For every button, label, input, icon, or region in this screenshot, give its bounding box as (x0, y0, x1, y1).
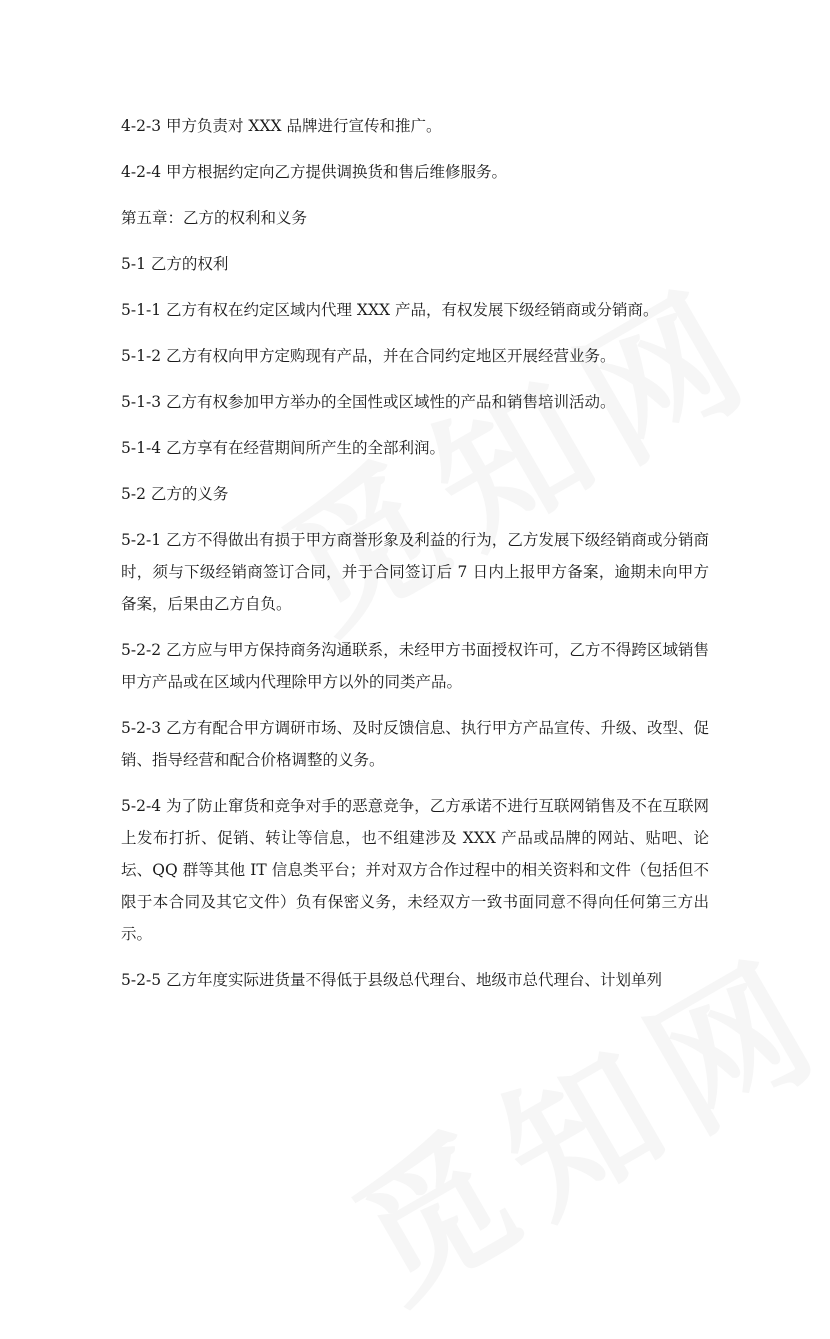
clause-5-2-1: 5-2-1 乙方不得做出有损于甲方商誉形象及利益的行为，乙方发展下级经销商或分销商时，须与下级经销商签订合同，并于合同签订后 7 日内上报甲方备案，逾期未向甲方备案，后果由乙方自负。 (121, 531, 709, 613)
clause-5-2-5: 5-2-5 乙方年度实际进货量不得低于县级总代理台、地级市总代理台、计划单列 (121, 971, 662, 989)
section-5-2-heading: 5-2 乙方的义务 (121, 485, 229, 503)
clause-5-1-4: 5-1-4 乙方享有在经营期间所产生的全部利润。 (121, 439, 445, 457)
clause-5-1-1: 5-1-1 乙方有权在约定区域内代理 XXX 产品，有权发展下级经销商或分销商。 (121, 301, 659, 319)
clause-4-2-3: 4-2-3 甲方负责对 XXX 品牌进行宣传和推广。 (121, 117, 442, 135)
chapter-5-heading: 第五章：乙方的权利和义务 (121, 209, 308, 227)
section-5-1-heading: 5-1 乙方的权利 (121, 255, 229, 273)
clause-5-1-2: 5-1-2 乙方有权向甲方定购现有产品，并在合同约定地区开展经营业务。 (121, 347, 616, 365)
clause-5-2-3: 5-2-3 乙方有配合甲方调研市场、及时反馈信息、执行甲方产品宣传、升级、改型、促销、指导经营和配合价格调整的义务。 (121, 719, 709, 769)
clause-5-1-3: 5-1-3 乙方有权参加甲方举办的全国性或区域性的产品和销售培训活动。 (121, 393, 616, 411)
document-body (121, 110, 709, 1010)
clause-5-2-4: 5-2-4 为了防止窜货和竞争对手的恶意竞争，乙方承诺不进行互联网销售及不在互联网上发布打折、促销、转让等信息，也不组建涉及 XXX 产品或品牌的网站、贴吧、论坛、QQ 群等其他 IT 信息类平台；并对双方合作过程中的相关资料和文件（包括但不限于本合同及其它文件）负有保密义务，未经双方一致书面同意不得向任何第三方出示。 (121, 797, 709, 943)
clause-4-2-4: 4-2-4 甲方根据约定向乙方提供调换货和售后维修服务。 (121, 163, 507, 181)
clause-5-2-2: 5-2-2 乙方应与甲方保持商务沟通联系，未经甲方书面授权许可，乙方不得跨区域销售甲方产品或在区域内代理除甲方以外的同类产品。 (121, 641, 709, 691)
